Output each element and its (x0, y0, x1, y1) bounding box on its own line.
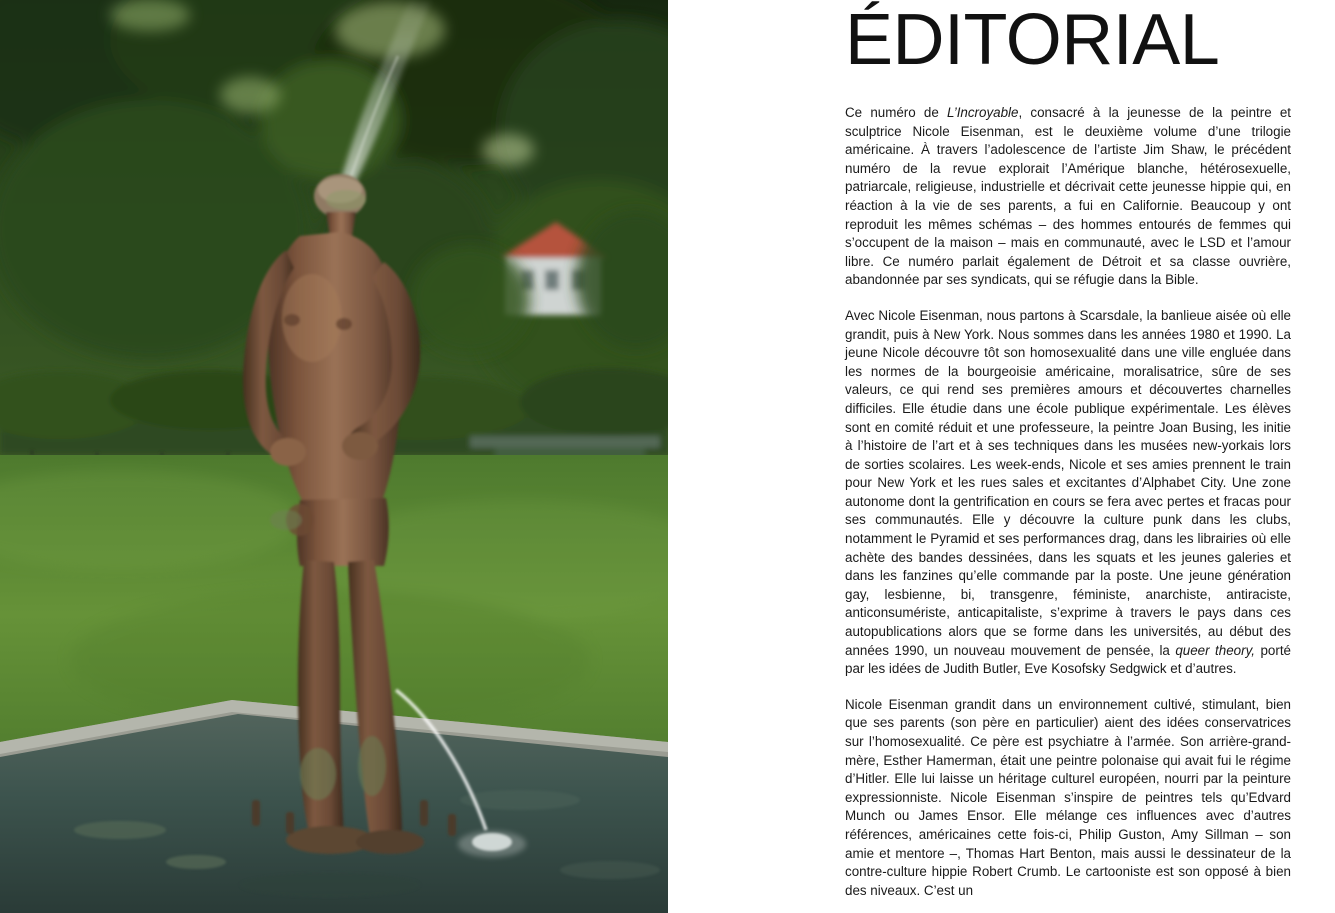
paragraph-3 (845, 696, 1291, 901)
article-body (845, 104, 1291, 900)
paragraph-2 (845, 307, 1291, 679)
p1-run-1: Ce numéro de (845, 105, 948, 120)
editorial-text-column (668, 0, 1335, 913)
p2-run-1: Avec Nicole Eisenman, nous partons à Scarsdale, la banlieue aisée où elle grandit, puis à New York. Nous sommes dans les années 1980 et 1990. La jeune Nicole découvre tôt son homosexualité dans une ville engluée dans les normes de la bourgeoisie américaine, moralisatrice, sûre de ses valeurs, ce qui rend ses premières amours et découvertes charnelles difficiles. Elle étudie dans une école publique expérimentale. Les élèves sont en comité réduit et une professeure, la peintre Joan Busing, les initie à l’histoire de l’art et à ses techniques dans les musées new-yorkais lors de sorties scolaires. Les week-ends, Nicole et ses amies prennent le train pour New York et les rues sales et excitantes d’Alphabet City. Une zone autonome dont la gentrification en cours se fera avec pertes et fracas pour ses communautés. Elle y découvre la culture punk dans les clubs, notamment le Pyramid et ses performances drag, dans les librairies où elle achète des bandes dessinées, dans les squats et les jeunes galeries et dans les fanzines qu’elle commande par la poste. Une jeune génération gay, lesbienne, bi, transgenre, féministe, anarchiste, antiraciste, anticonsumériste, anticapitaliste, s’exprime à travers le pays dans ces autopublications alors que se forme dans les universités, au début des années 1990, un nouveau mouvement de pensée, la (845, 307, 1291, 658)
p2-run-2-italic: queer theory, (1175, 642, 1255, 658)
paragraph-1 (845, 104, 1291, 290)
p3-run-1: Nicole Eisenman grandit dans un environnement cultivé, stimulant, bien que ses parents (son père en particulier) aient des idées conservatrices sur l’homosexualité. Ce père est psychiatre à l’armée. Son arrière-grand-mère, Esther Hamerman, était une peintre polonaise qui avait fui le régime d’Hitler. Elle lui laisse un héritage culturel européen, nourri par la peinture expressionniste. Nicole Eisenman s’inspire de peintres tels qu’Edvard Munch ou James Ensor. Elle mélange ces influences avec d’autres références, américaines cette fois-ci, Philip Guston, Amy Sillman – son amie et mentore –, Thomas Hart Benton, mais aussi le dessinateur de la contre-culture hippie Robert Crumb. Le cartooniste est son opposé à bien des niveaux. C’est un (845, 696, 1291, 898)
p1-run-2-italic: L’Incroyable (947, 105, 1019, 120)
page-title: ÉDITORIAL (845, 0, 1220, 80)
p2-run-3: porté par les idées de Judith Butler, Eve Kosofsky Sedgwick et d’autres. (845, 642, 1291, 677)
p1-run-3: , consacré à la jeunesse de la peintre et sculptrice Nicole Eisenman, est le deuxième volume d’une trilogie américaine. À travers l’adolescence de l’artiste Jim Shaw, le précédent numéro de la revue explorait l’Amérique blanche, hétérosexuelle, patriarcale, religieuse, industrielle et décrivait cette jeunesse hippie qui, en réaction à la vie de ses parents, a fui en Californie. Beaucoup y ont reproduit les mêmes schémas – des hommes entourés de femmes qui s’occupent de la maison – mais en communauté, avec le LSD et l’amour libre. Ce numéro parlait également de Détroit et sa classe ouvrière, abandonnée par ses syndicats, qui se réfugie dans la Bible. (845, 105, 1292, 288)
